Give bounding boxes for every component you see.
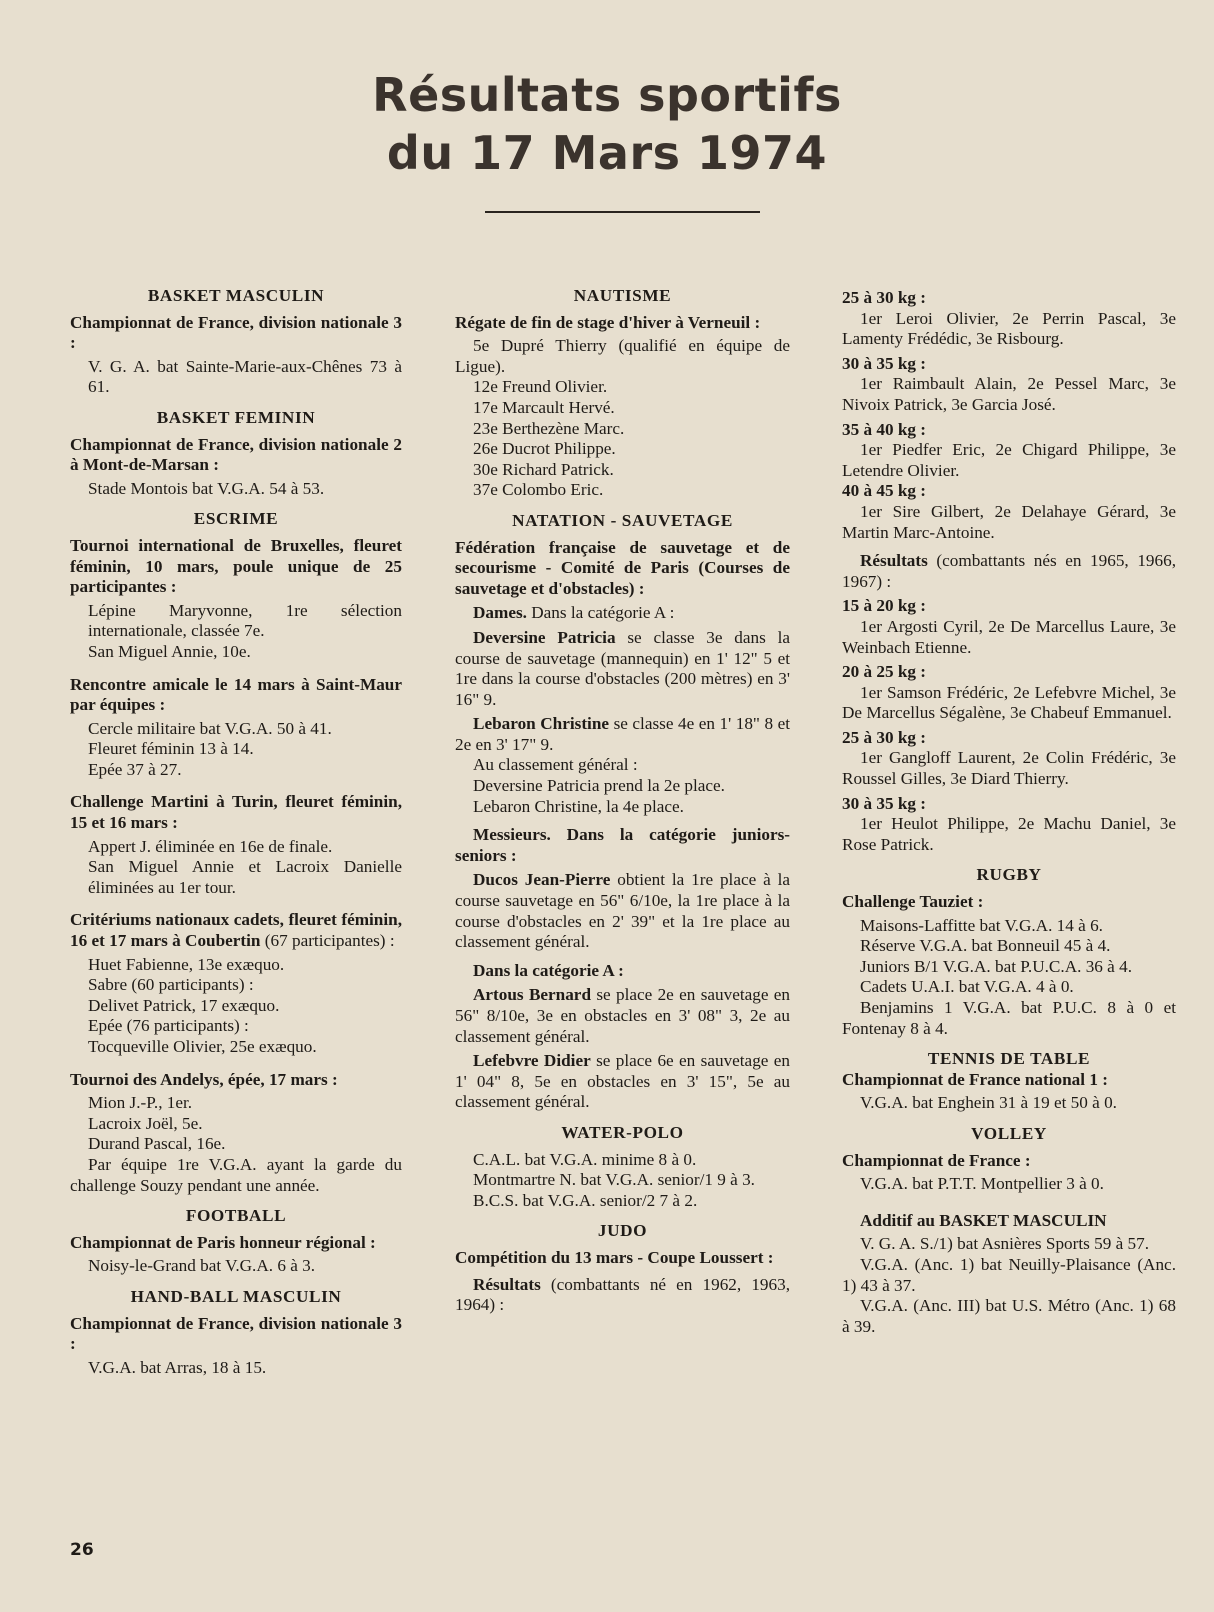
athlete-name: Lefebvre Didier [473,1051,591,1071]
result-line: Epée (76 participants) : [88,1016,249,1036]
section-basket-masculin [70,286,402,398]
subheading: Additif au BASKET MASCULIN [860,1210,1107,1230]
result-line: Tocqueville Olivier, 25e exæquo. [88,1037,317,1056]
result-line: Par équipe 1re V.G.A. ayant la garde du challenge Souzy pendant une année. [70,1154,402,1195]
result-paragraph [455,714,790,755]
result-line: 23e Berthezène Marc. [473,418,625,438]
result-line: 26e Ducrot Philippe. [473,439,616,459]
result-text: se classe 4e en 1' 18" 8 et 2e en 3' 17" 9. [455,714,791,754]
subheading-mixed [70,910,402,951]
subheading: Compétition du 13 mars - Coupe Loussert : [455,1247,774,1267]
result-paragraph [455,985,790,1047]
column-2 [455,286,790,1316]
athlete-name: Lebaron Christine [473,714,610,734]
weight-results: 1er Gangloff Laurent, 2e Colin Frédéric, 3e Roussel Gilles, 3e Diard Thierry. [842,748,1176,789]
weight-class: 15 à 20 kg : [842,596,927,616]
result-line: V.G.A. (Anc. III) bat U.S. Métro (Anc. 1) 68 à 39. [842,1296,1176,1336]
results-rest: (combattants nés en 1965, 1966, 1967) : [842,551,1176,591]
section-escrime [70,509,402,1196]
result-text: se place 6e en sauvetage en 1' 04" 8, 5e en obstacles en 3' 15", 5e au classement général. [455,1051,791,1112]
subheading: Championnat de France, division nationale 2 à Mont-de-Marsan : [70,434,402,475]
result-line: Delivet Patrick, 17 exæquo. [88,995,280,1015]
subheading: Championnat de France national 1 : [842,1069,1108,1089]
athlete-name: Artous Bernard [473,985,591,1005]
section-title: HAND-BALL MASCULIN [130,1286,342,1306]
subheading: Challenge Tauziet : [842,892,984,912]
result-line: Epée 37 à 27. [88,759,182,779]
result-line: Au classement général : [473,755,638,775]
result-line: V. G. A. S./1) bat Asnières Sports 59 à 57. [860,1234,1150,1254]
weight-class: 35 à 40 kg : [842,419,927,439]
section-title: BASKET MASCULIN [147,286,325,305]
section-title: ESCRIME [193,509,279,529]
page-title [0,66,1214,182]
result-paragraph [455,1051,790,1113]
column-1 [70,286,402,1378]
subheading: Championnat de France, division nationale 3 : [70,312,402,353]
section-rugby [842,865,1176,1039]
weight-class: 20 à 25 kg : [842,662,927,682]
weight-class: 25 à 30 kg : [842,727,927,747]
results-heading [842,551,1176,592]
section-nautisme [455,286,790,501]
athlete-name: Deversine Patricia [473,627,616,647]
subheading: Fédération française de sauvetage et de secourisme - Comité de Paris (Courses de sauvetage et d'obstacles) : [455,537,790,598]
title-divider [485,211,760,213]
section-basket-feminin [70,408,402,499]
result-line: Stade Montois bat V.G.A. 54 à 53. [88,478,325,498]
subheading: Tournoi international de Bruxelles, fleuret féminin, 10 mars, poule unique de 25 participantes : [70,535,402,597]
result-line: Sabre (60 participants) : [88,975,254,995]
subheading: Messieurs. Dans la catégorie juniors-seniors : [455,825,790,865]
section-title: JUDO [597,1221,648,1241]
result-line: Deversine Patricia prend la 2e place. [473,776,725,796]
subheading: Dans la catégorie A : [473,960,624,980]
result-line: Huet Fabienne, 13e exæquo. [88,954,285,974]
section-title: NAUTISME [573,286,672,305]
title-line-2: du 17 Mars 1974 [386,126,828,180]
page-number: 26 [70,1540,94,1560]
result-line: Cercle militaire bat V.G.A. 50 à 41. [88,718,332,738]
section-title: VOLLEY [971,1123,1047,1143]
subheading: Challenge Martini à Turin, fleuret féminin, 15 et 16 mars : [70,792,402,833]
subheading: Championnat de France : [842,1150,1031,1170]
section-title: FOOTBALL [185,1206,287,1226]
result-text: se place 2e en sauvetage en 56" 8/10e, 3e en obstacles en 3' 08" 3, 2e au classement général. [455,985,791,1046]
category-line [455,603,790,624]
results-rest: (combattants né en 1962, 1963, 1964) : [455,1274,790,1315]
section-title: WATER-POLO [561,1122,684,1142]
result-line: Mion J.-P., 1er. [88,1093,193,1113]
result-line: Durand Pascal, 16e. [88,1134,226,1154]
result-line: 12e Freund Olivier. [473,377,608,397]
weight-class: 25 à 30 kg : [842,288,927,307]
weight-results: 1er Piedfer Eric, 2e Chigard Philippe, 3e Letendre Olivier. [842,440,1176,480]
subheading-rest: (67 participantes) : [264,931,395,951]
section-water-polo [455,1123,790,1211]
result-line: 30e Richard Patrick. [473,459,614,479]
subheading: Rencontre amicale le 14 mars à Saint-Maur par équipes : [70,674,402,715]
section-title: BASKET FEMININ [156,407,316,427]
subheading: Championnat de Paris honneur régional : [70,1232,376,1252]
subheading: Tournoi des Andelys, épée, 17 mars : [70,1069,338,1089]
result-line: Lacroix Joël, 5e. [88,1113,203,1133]
result-line: V.G.A. bat P.T.T. Montpellier 3 à 0. [860,1174,1104,1194]
section-volley [842,1124,1176,1195]
category-bold: Dames. [473,603,527,623]
result-line: Fleuret féminin 13 à 14. [88,739,254,759]
category-rest: Dans la catégorie A : [531,603,675,623]
result-line: V. G. A. bat Sainte-Marie-aux-Chênes 73 à 61. [88,356,402,397]
result-paragraph [455,628,790,710]
result-line: C.A.L. bat V.G.A. minime 8 à 0. [473,1149,697,1169]
subheading: Championnat de France, division nationale 3 : [70,1313,402,1354]
result-line: Montmartre N. bat V.G.A. senior/1 9 à 3. [473,1170,755,1190]
result-line: Noisy-le-Grand bat V.G.A. 6 à 3. [88,1256,316,1276]
result-line: Benjamins 1 V.G.A. bat P.U.C. 8 à 0 et Fontenay 8 à 4. [842,998,1176,1038]
section-tennis-de-table [842,1049,1176,1114]
section-title: RUGBY [976,865,1042,885]
result-line: Lebaron Christine, la 4e place. [473,796,684,816]
weight-results: 1er Samson Frédéric, 2e Lefebvre Michel, 3e De Marcellus Ségalène, 3e Chabeuf Emmanuel. [842,682,1176,723]
subheading: Régate de fin de stage d'hiver à Verneuil : [455,312,761,332]
result-text: se classe 3e dans la course de sauvetage (mannequin) en 1' 12" 5 et 1re dans la course d'obstacles (200 mètres) en 3' 16" 9. [455,627,791,709]
section-handball [70,1287,402,1378]
weight-results: 1er Leroi Olivier, 2e Perrin Pascal, 3e Lamenty Frédédic, 3e Risbourg. [842,308,1176,349]
result-line: Cadets U.A.I. bat V.G.A. 4 à 0. [860,977,1074,997]
result-line: 5e Dupré Thierry (qualifié en équipe de Ligue). [455,336,790,376]
section-title: NATATION - SAUVETAGE [512,510,733,530]
subheading-bold: Critériums nationaux cadets, fleuret féminin, 16 et 17 mars à Coubertin [70,910,402,951]
section-additif [842,1211,1176,1338]
result-paragraph [455,870,790,952]
weight-results: 1er Sire Gilbert, 2e Delahaye Gérard, 3e Martin Marc-Antoine. [842,501,1176,542]
result-line: Juniors B/1 V.G.A. bat P.U.C.A. 36 à 4. [860,956,1133,976]
weight-class: 30 à 35 kg : [842,793,927,813]
weight-class: 40 à 45 kg : [842,481,927,501]
athlete-name: Ducos Jean-Pierre [473,870,611,890]
weight-results: 1er Heulot Philippe, 2e Machu Daniel, 3e Rose Patrick. [842,814,1176,854]
result-line: Réserve V.G.A. bat Bonneuil 45 à 4. [860,936,1111,956]
results-bold: Résultats [860,551,928,571]
section-natation [455,511,790,1113]
result-line: Appert J. éliminée en 16e de finale. [88,836,333,856]
result-line: San Miguel Annie, 10e. [88,641,251,661]
result-line: B.C.S. bat V.G.A. senior/2 7 à 2. [473,1190,698,1210]
column-3 [842,288,1176,1337]
weight-class: 30 à 35 kg : [842,353,927,373]
result-line: San Miguel Annie et Lacroix Danielle éliminées au 1er tour. [88,857,402,897]
section-title: TENNIS DE TABLE [927,1049,1091,1069]
results-bold: Résultats [473,1274,541,1294]
weight-results: 1er Raimbault Alain, 2e Pessel Marc, 3e Nivoix Patrick, 3e Garcia José. [842,374,1176,414]
result-text: obtient la 1re place à la course sauvetage en 56" 6/10e, la 1re place à la course d'obstacles en 2' 39" et la 1re place au classement général. [455,870,791,952]
result-line: 37e Colombo Eric. [473,480,604,500]
result-paragraph [455,1275,790,1316]
title-line-1: Résultats sportifs [372,68,842,122]
result-line: Lépine Maryvonne, 1re sélection internationale, classée 7e. [88,600,402,641]
section-judo [455,1221,790,1315]
result-line: V.G.A. bat Enghein 31 à 19 et 50 à 0. [860,1093,1117,1113]
result-line: Maisons-Laffitte bat V.G.A. 14 à 6. [860,915,1103,935]
weight-results: 1er Argosti Cyril, 2e De Marcellus Laure, 3e Weinbach Etienne. [842,616,1176,657]
result-line: V.G.A. (Anc. 1) bat Neuilly-Plaisance (Anc. 1) 43 à 37. [842,1254,1176,1295]
section-football [70,1206,402,1277]
result-line: V.G.A. bat Arras, 18 à 15. [88,1357,267,1377]
result-line: 17e Marcault Hervé. [473,397,615,417]
